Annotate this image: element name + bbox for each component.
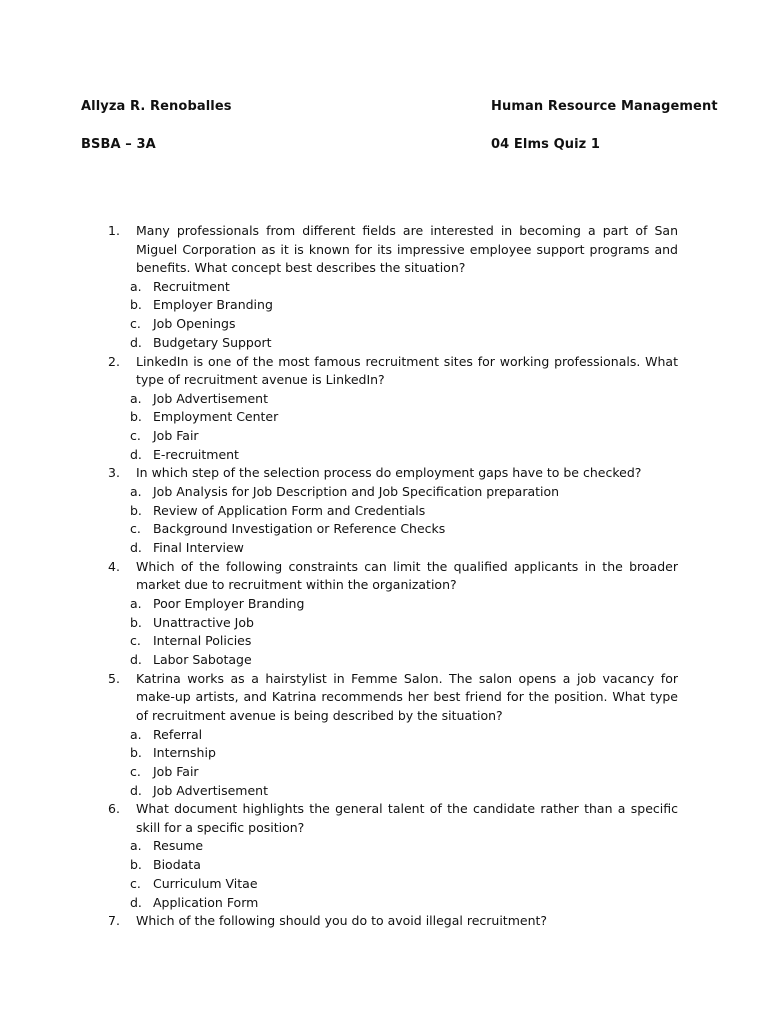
choice-item [108, 632, 678, 651]
choice-text: Curriculum Vitae [153, 875, 258, 891]
choice-item [108, 296, 678, 315]
choice-text: Internship [153, 745, 216, 761]
question-number: 4. [108, 558, 120, 574]
choice-item [108, 483, 678, 502]
question-number: 2. [108, 353, 120, 369]
choice-text: Employer Branding [153, 297, 273, 313]
question-text: Which of the following constraints can limit the qualified applicants in the broader market due to recruitment within the organization? [136, 558, 678, 593]
choice-item [108, 408, 678, 427]
choice-letter: b. [130, 614, 142, 630]
choice-list [108, 483, 678, 558]
course-title: Human Resource Management [491, 99, 718, 114]
choice-text: Final Interview [153, 540, 244, 556]
choice-item [108, 614, 678, 633]
question-list [108, 222, 678, 931]
choice-text: Poor Employer Branding [153, 596, 305, 611]
quiz-title: 04 Elms Quiz 1 [491, 137, 601, 152]
question-item [108, 800, 678, 912]
choice-letter: a. [130, 726, 142, 742]
question-number: 1. [108, 223, 120, 238]
choice-text: Review of Application Form and Credentials [153, 502, 426, 518]
choice-item [108, 894, 678, 913]
choice-letter: d. [130, 540, 142, 556]
question-item [108, 912, 678, 931]
student-name: Allyza R. Renoballes [81, 99, 232, 114]
question-number: 6. [108, 801, 120, 817]
choice-item [108, 446, 678, 465]
choice-letter: a. [130, 596, 142, 611]
choice-letter: b. [130, 502, 142, 518]
question-item [108, 222, 678, 353]
choice-text: Job Openings [153, 316, 236, 332]
choice-item [108, 856, 678, 875]
choice-letter: d. [130, 894, 142, 910]
choice-letter: c. [130, 316, 141, 332]
choice-letter: b. [130, 857, 142, 873]
choice-text: Background Investigation or Reference Checks [153, 521, 446, 537]
question-item [108, 670, 678, 801]
choice-text: E-recruitment [153, 446, 239, 462]
choice-list [108, 390, 678, 465]
choice-text: Employment Center [153, 409, 279, 425]
choice-text: Job Advertisement [153, 390, 269, 406]
choice-letter: c. [130, 875, 141, 891]
choice-item [108, 595, 678, 614]
choice-item [108, 539, 678, 558]
choice-item [108, 651, 678, 670]
question-number: 7. [108, 913, 120, 929]
choice-text: Resume [153, 838, 204, 854]
choice-text: Labor Sabotage [153, 652, 252, 668]
choice-item [108, 763, 678, 782]
choice-text: Referral [153, 726, 203, 742]
choice-text: Biodata [153, 857, 201, 873]
choice-item [108, 782, 678, 801]
choice-item [108, 875, 678, 894]
choice-item [108, 837, 678, 856]
question-text: Which of the following should you do to avoid illegal recruitment? [136, 913, 548, 929]
question-number: 5. [108, 670, 120, 686]
choice-letter: d. [130, 446, 142, 462]
choice-item [108, 502, 678, 521]
choice-text: Recruitment [153, 278, 230, 294]
choice-text: Job Fair [153, 428, 199, 444]
choice-letter: a. [130, 838, 142, 854]
choice-list [108, 837, 678, 912]
choice-letter: d. [130, 334, 142, 350]
choice-text: Job Advertisement [153, 782, 269, 798]
choice-item [108, 334, 678, 353]
choice-item [108, 315, 678, 334]
question-text: Katrina works as a hairstylist in Femme Salon. The salon opens a job vacancy for make-up artists, and Katrina recommends her best friend for the position. What type of recruitment avenue is being described by the situation? [136, 670, 678, 723]
question-number: 3. [108, 465, 120, 481]
question-item [108, 464, 678, 557]
choice-letter: c. [130, 763, 141, 779]
question-item [108, 353, 678, 465]
choice-text: Application Form [153, 894, 259, 910]
choice-letter: b. [130, 297, 142, 313]
choice-letter: d. [130, 782, 142, 798]
choice-letter: d. [130, 652, 142, 668]
choice-item [108, 744, 678, 763]
choice-item [108, 427, 678, 446]
choice-letter: b. [130, 745, 142, 761]
choice-item [108, 726, 678, 745]
question-text: In which step of the selection process do employment gaps have to be checked? [136, 465, 642, 481]
choice-letter: a. [130, 278, 142, 294]
choice-list [108, 278, 678, 353]
question-text: Many professionals from different fields are interested in becoming a part of San Miguel Corporation as it is known for its impressive employee support programs and benefits. What concept best describes the situation? [136, 223, 678, 276]
choice-list [108, 726, 678, 801]
choice-letter: c. [130, 521, 141, 537]
choice-item [108, 278, 678, 297]
choice-item [108, 520, 678, 539]
choice-text: Unattractive Job [153, 614, 254, 630]
choice-letter: a. [130, 484, 142, 500]
choice-letter: c. [130, 633, 141, 649]
question-text: LinkedIn is one of the most famous recruitment sites for working professionals. What type of recruitment avenue is LinkedIn? [136, 353, 678, 388]
question-item [108, 558, 678, 670]
choice-item [108, 390, 678, 409]
choice-list [108, 595, 678, 670]
choice-letter: b. [130, 409, 142, 425]
student-section: BSBA – 3A [81, 137, 156, 152]
choice-text: Job Analysis for Job Description and Job Specification preparation [153, 484, 560, 500]
question-text: What document highlights the general talent of the candidate rather than a specific skill for a specific position? [136, 801, 678, 835]
choice-text: Budgetary Support [153, 334, 272, 350]
choice-letter: a. [130, 390, 142, 406]
choice-text: Job Fair [153, 763, 199, 779]
choice-letter: c. [130, 428, 141, 444]
choice-text: Internal Policies [153, 633, 252, 649]
